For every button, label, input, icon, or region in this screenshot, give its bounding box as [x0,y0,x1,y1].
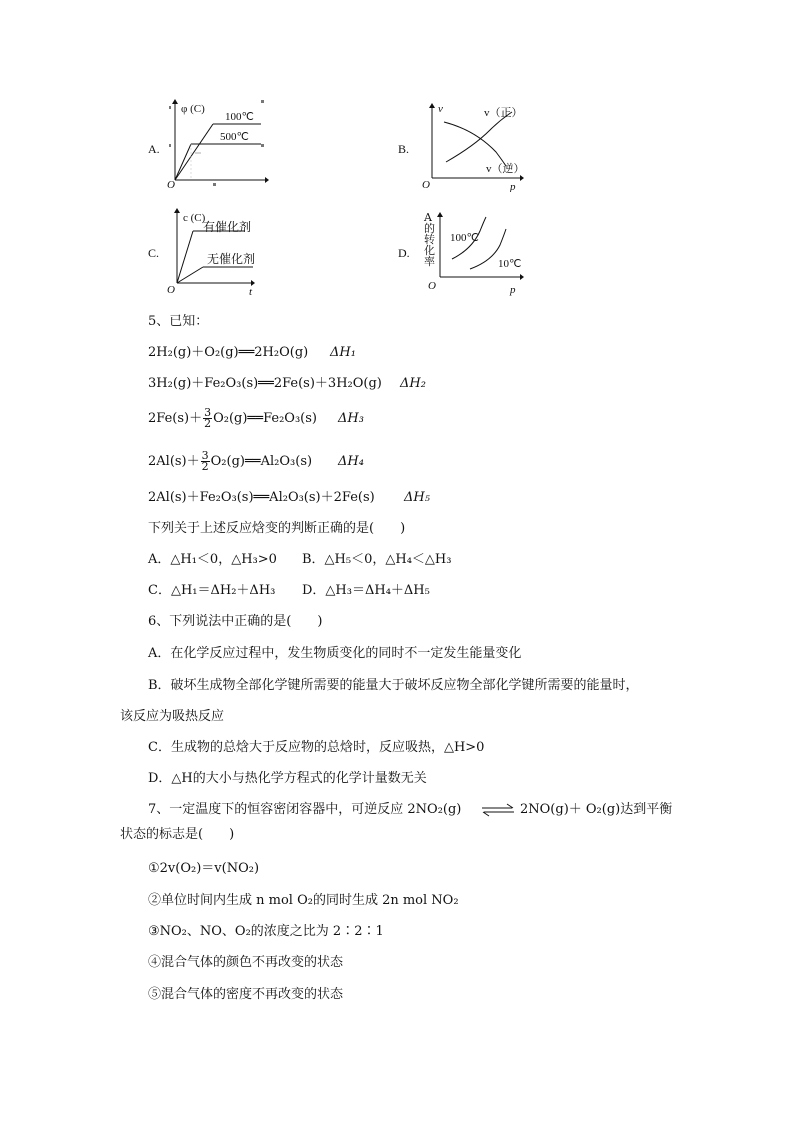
figure-b-ylabel: v [438,103,443,115]
q6-stem: 6、下列说法中正确的是( ) [148,614,323,629]
q5-eq4-fraction [201,451,210,472]
figure-d-graph [420,205,530,297]
figure-b-graph [420,100,530,192]
q5-dh1: ΔH₁ [330,345,356,360]
q5-dh4: ΔH₄ [338,454,364,469]
figure-d-xlabel: p [510,284,516,296]
q6-option-b-line2: 该反应为吸热反应 [120,709,225,724]
q5-eq4-left: 2Al(s)＋ [148,454,200,469]
q7-stem-line1-left: 7、一定温度下的恒容密闭容器中，可逆反应 2NO₂(g) [148,802,462,817]
option-b-label: B. [398,142,410,156]
q5-eq3-fraction [203,408,212,429]
q5-dh2: ΔH₂ [400,376,426,391]
figure-b-curve-reverse: v（逆） [486,163,525,175]
option-c-label: C. [148,246,160,260]
q5-eq1 [148,344,308,362]
q7-item-4: ④混合气体的颜色不再改变的状态 [148,955,344,970]
q5-eq4-right: O₂(g)══Al₂O₃(s) [210,454,313,469]
q6-option-a: A．在化学反应过程中，发生物质变化的同时不一定发生能量变化 [148,646,522,661]
q5-stem: 下列关于上述反应焓变的判断正确的是( ) [148,521,406,536]
equilibrium-arrow-icon [480,803,516,817]
figure-d-ylabel: A的转化率 [424,211,435,268]
q7-item-1: ①2v(O₂)＝v(NO₂) [148,861,260,876]
q5-eq4 [148,447,312,477]
figure-d-origin: O [428,280,436,292]
fraction-denominator: 2 [201,460,209,473]
figure-c-xlabel: t [249,286,253,297]
q5-eq3 [148,404,317,434]
q7-item-2: ②单位时间内生成 n mol O₂的同时生成 2n mol NO₂ [148,893,459,908]
q6-option-c: C．生成物的总焓大于反应物的总焓时，反应吸热，△H>0 [148,740,485,755]
q5-eq1-text: 2H₂(g)＋O₂(g)══2H₂O(g) [148,345,309,360]
q7-item-5: ⑤混合气体的密度不再改变的状态 [148,987,344,1002]
figure-a-graph [165,98,270,190]
figure-c-origin: O [167,284,175,296]
figure-b-origin: O [422,179,430,191]
q5-eq5: 2Al(s)＋Fe₂O₃(s)══Al₂O₃(s)＋2Fe(s) [148,490,375,505]
option-d-label: D. [398,246,410,260]
figure-b-curve-forward: v（正） [484,107,523,119]
q5-dh5: ΔH₅ [404,490,430,505]
fraction-numerator: 3 [204,406,212,419]
q7-stem-line1-right: 2NO(g)＋ O₂(g)达到平衡 [520,802,673,817]
fraction-denominator: 2 [204,417,212,430]
figure-d-curve-bottom: 10℃ [498,258,522,270]
figure-a-origin: O [167,179,175,190]
q5-eq2: 3H₂(g)＋Fe₂O₃(s)══2Fe(s)＋3H₂O(g) [148,376,382,391]
q5-eq3-left: 2Fe(s)＋ [148,411,203,426]
q6-option-d: D．△H的大小与热化学方程式的化学计量数无关 [148,771,427,786]
figure-a-curve-top: 100℃ [225,111,254,123]
q5-option-b: B．△H₅＜0，△H₄＜△H₃ [302,552,452,567]
q5-title: 5、已知： [148,314,209,329]
figure-c-curve-top: 有催化剂 [203,220,252,234]
q7-item-3: ③NO₂、NO、O₂的浓度之比为 2∶2∶1 [148,924,384,939]
q5-option-a: A．△H₁＜0，△H₃>0 [148,552,277,567]
figure-c-ylabel: c (C) [183,212,206,224]
q5-option-d: D．△H₃＝ΔH₄＋ΔH₅ [302,583,430,598]
q5-option-c: C．△H₁＝ΔH₂＋ΔH₃ [148,583,276,598]
fraction-numerator: 3 [201,449,209,462]
figure-c-curve-bottom: 无催化剂 [207,252,256,266]
figure-b-xlabel: p [510,181,516,192]
q5-eq3-right: O₂(g)══Fe₂O₃(s) [213,411,317,426]
figure-a-curve-bottom: 500℃ [220,131,249,143]
q6-option-b-line1: B．破坏生成物全部化学键所需要的能量大于破坏反应物全部化学键所需要的能量时， [148,678,639,693]
q5-dh3: ΔH₃ [338,411,364,426]
figure-d-curve-top: 100℃ [450,232,479,244]
figure-a-ylabel: φ (C) [181,103,205,115]
q7-stem-line2: 状态的标志是( ) [120,827,235,842]
option-a-label: A. [148,142,160,156]
figure-c-graph [165,205,265,297]
